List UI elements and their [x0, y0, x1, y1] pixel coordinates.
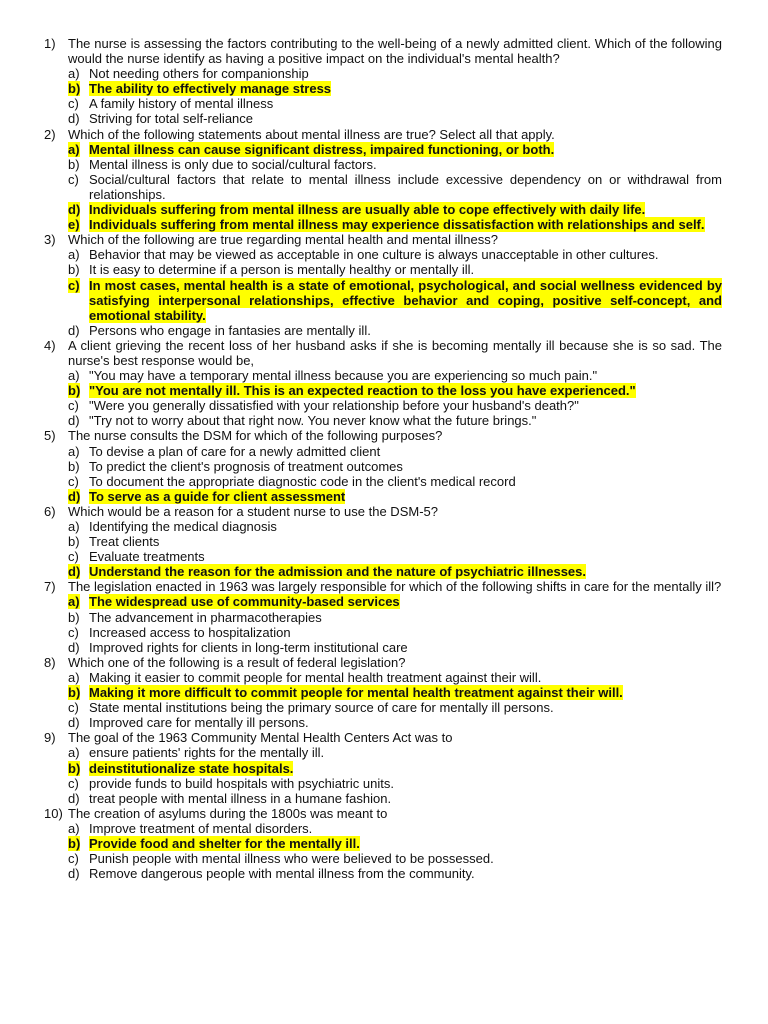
answer-option	[68, 791, 722, 806]
answer-option	[68, 413, 722, 428]
option-letter: d)	[68, 866, 80, 882]
answer-option	[68, 534, 722, 549]
option-text: The widespread use of community-based services	[89, 594, 400, 610]
answer-option	[68, 247, 722, 262]
answer-option	[68, 262, 722, 277]
option-letter: d)	[68, 322, 80, 338]
answer-option-highlighted	[68, 489, 722, 504]
answer-options	[68, 247, 722, 338]
answer-option-highlighted	[68, 81, 722, 96]
option-letter: b)	[68, 835, 81, 851]
question-body	[68, 579, 722, 654]
option-text: Identifying the medical diagnosis	[89, 519, 277, 534]
option-text: Improve treatment of mental disorders.	[89, 820, 313, 836]
answer-option	[68, 625, 722, 640]
option-text: To predict the client's prognosis of treatment outcomes	[89, 458, 403, 474]
answer-option-highlighted	[68, 594, 722, 609]
option-text: ensure patients' rights for the mentally ill.	[89, 745, 325, 761]
question-number: 7)	[44, 579, 56, 595]
question-number: 6)	[44, 503, 56, 519]
question-body	[68, 232, 722, 338]
option-text: "Were you generally dissatisfied with your relationship before your husband's death?"	[89, 398, 579, 414]
option-letter: a)	[68, 669, 80, 685]
option-text: Making it more difficult to commit people for mental health treatment against their will.	[89, 685, 623, 701]
option-text: treat people with mental illness in a humane fashion.	[89, 790, 392, 806]
question	[44, 579, 722, 654]
option-text: The advancement in pharmacotherapies	[89, 609, 322, 625]
option-letter: c)	[68, 398, 79, 414]
option-letter: a)	[68, 443, 80, 459]
option-text: Remove dangerous people with mental illness from the community.	[89, 866, 475, 882]
answer-options	[68, 444, 722, 504]
option-letter: c)	[68, 96, 79, 112]
question-list	[44, 36, 722, 881]
answer-option	[68, 610, 722, 625]
option-letter: a)	[68, 820, 80, 836]
answer-option	[68, 157, 722, 172]
option-text: To document the appropriate diagnostic code in the client's medical record	[89, 473, 516, 489]
option-text: Behavior that may be viewed as acceptable in one culture is always unacceptable in other cultures.	[89, 247, 659, 263]
option-text: "Try not to worry about that right now. You never know what the future brings."	[89, 413, 537, 429]
answer-option	[68, 459, 722, 474]
option-letter: c)	[68, 473, 79, 489]
question	[44, 36, 722, 127]
option-letter: d)	[68, 790, 80, 806]
answer-option	[68, 821, 722, 836]
question-text: The nurse is assessing the factors contributing to the well-being of a newly admitted client. Which of the following would the nurse identify as having a positive impact on the individual's mental health?	[68, 36, 722, 67]
option-letter: b)	[68, 685, 81, 701]
answer-option	[68, 111, 722, 126]
option-letter: c)	[68, 775, 79, 791]
answer-options	[68, 66, 722, 126]
answer-option	[68, 700, 722, 715]
question-number: 5)	[44, 428, 56, 444]
answer-options	[68, 670, 722, 730]
question-text: Which of the following are true regarding mental health and mental illness?	[68, 232, 498, 248]
option-letter: c)	[68, 277, 80, 293]
option-text: Individuals suffering from mental illness are usually able to cope effectively with daily life.	[89, 202, 646, 218]
option-text: "You are not mentally ill. This is an expected reaction to the loss you have experienced."	[89, 383, 636, 399]
answer-options	[68, 745, 722, 805]
option-text: In most cases, mental health is a state of emotional, psychological, and social wellness evidenced by satisfying interpersonal relationships, effective behavior and coping, positive self-concept, and emotional stability.	[89, 277, 722, 323]
answer-option-highlighted	[68, 836, 722, 851]
answer-option-highlighted	[68, 217, 722, 232]
answer-options	[68, 142, 722, 233]
answer-option-highlighted	[68, 278, 722, 323]
option-letter: d)	[68, 488, 81, 504]
answer-option	[68, 745, 722, 760]
answer-option	[68, 715, 722, 730]
answer-option-highlighted	[68, 383, 722, 398]
question-body	[68, 504, 722, 579]
option-text: Increased access to hospitalization	[89, 624, 291, 640]
option-text: Evaluate treatments	[89, 549, 205, 565]
option-text: Treat clients	[89, 534, 160, 550]
option-text: Persons who engage in fantasies are mentally ill.	[89, 322, 371, 338]
answer-option	[68, 851, 722, 866]
option-letter: d)	[68, 413, 80, 429]
option-text: Punish people with mental illness who were believed to be possessed.	[89, 851, 494, 867]
question-number: 2)	[44, 126, 56, 142]
question-body	[68, 655, 722, 730]
question-number: 1)	[44, 36, 56, 51]
question-body	[68, 806, 722, 881]
option-text: provide funds to build hospitals with psychiatric units.	[89, 775, 394, 791]
question	[44, 504, 722, 579]
answer-options	[68, 519, 722, 579]
question-text: The nurse consults the DSM for which of the following purposes?	[68, 428, 443, 444]
option-text: Mental illness can cause significant distress, impaired functioning, or both.	[89, 141, 555, 157]
question-body	[68, 36, 722, 127]
question-body	[68, 730, 722, 805]
option-letter: b)	[68, 262, 80, 278]
option-text: "You may have a temporary mental illness because you are experiencing so much pain."	[89, 368, 598, 384]
option-letter: c)	[68, 851, 79, 867]
option-letter: a)	[68, 594, 80, 610]
question-body	[68, 127, 722, 233]
option-text: Striving for total self-reliance	[89, 111, 254, 127]
option-letter: a)	[68, 66, 80, 82]
option-letter: d)	[68, 639, 80, 655]
option-letter: d)	[68, 202, 81, 218]
answer-option	[68, 368, 722, 383]
option-letter: c)	[68, 549, 79, 565]
option-text: A family history of mental illness	[89, 96, 274, 112]
option-letter: a)	[68, 519, 80, 534]
option-letter: d)	[68, 111, 80, 127]
option-text: deinstitutionalize state hospitals.	[89, 760, 294, 776]
option-text: To serve as a guide for client assessment	[89, 488, 346, 504]
option-text: Not needing others for companionship	[89, 66, 309, 82]
answer-options	[68, 594, 722, 654]
option-text: Making it easier to commit people for mental health treatment against their will.	[89, 669, 542, 685]
question-number: 3)	[44, 232, 56, 248]
answer-option	[68, 640, 722, 655]
option-letter: b)	[68, 81, 81, 97]
answer-option	[68, 172, 722, 202]
question-body	[68, 338, 722, 429]
question	[44, 730, 722, 805]
question-body	[68, 428, 722, 503]
question-text: Which of the following statements about mental illness are true? Select all that apply.	[68, 126, 555, 142]
answer-option	[68, 549, 722, 564]
option-letter: b)	[68, 458, 80, 474]
option-letter: b)	[68, 383, 81, 399]
option-letter: a)	[68, 368, 80, 384]
question-number: 8)	[44, 654, 56, 670]
option-letter: b)	[68, 760, 81, 776]
answer-option	[68, 444, 722, 459]
option-letter: e)	[68, 217, 80, 233]
option-letter: c)	[68, 700, 79, 716]
answer-option	[68, 776, 722, 791]
answer-option	[68, 398, 722, 413]
option-letter: b)	[68, 534, 80, 550]
option-text: Provide food and shelter for the mentally ill.	[89, 835, 360, 851]
answer-option	[68, 670, 722, 685]
option-text: Improved care for mentally ill persons.	[89, 715, 309, 731]
option-text: Mental illness is only due to social/cultural factors.	[89, 156, 377, 172]
question-number: 10)	[44, 805, 63, 821]
question-text: A client grieving the recent loss of her husband asks if she is becoming mentally ill because she is so sad. The nurse's best response would be,	[68, 337, 722, 368]
option-letter: d)	[68, 564, 81, 580]
answer-option	[68, 519, 722, 534]
option-text: Improved rights for clients in long-term institutional care	[89, 639, 408, 655]
answer-option	[68, 96, 722, 111]
answer-option	[68, 66, 722, 81]
option-letter: b)	[68, 609, 80, 625]
option-text: State mental institutions being the primary source of care for mentally ill persons.	[89, 700, 554, 716]
answer-option	[68, 866, 722, 881]
option-text: Social/cultural factors that relate to mental illness include excessive dependency on or withdrawal from relationships.	[89, 171, 722, 202]
answer-options	[68, 368, 722, 428]
question	[44, 232, 722, 338]
answer-option	[68, 474, 722, 489]
option-letter: d)	[68, 715, 80, 731]
answer-option-highlighted	[68, 685, 722, 700]
question-text: Which one of the following is a result of federal legislation?	[68, 654, 406, 670]
answer-option-highlighted	[68, 564, 722, 579]
option-text: Understand the reason for the admission and the nature of psychiatric illnesses.	[89, 564, 587, 580]
option-letter: c)	[68, 171, 79, 187]
question	[44, 428, 722, 503]
question	[44, 806, 722, 881]
answer-option-highlighted	[68, 142, 722, 157]
answer-option-highlighted	[68, 761, 722, 776]
question-text: The creation of asylums during the 1800s was meant to	[68, 805, 388, 821]
option-text: Individuals suffering from mental illness may experience dissatisfaction with relationships and self.	[89, 217, 705, 233]
question-number: 9)	[44, 730, 56, 746]
question-text: Which would be a reason for a student nurse to use the DSM-5?	[68, 503, 438, 519]
question-text: The goal of the 1963 Community Mental Health Centers Act was to	[68, 730, 453, 746]
question	[44, 338, 722, 429]
option-letter: b)	[68, 156, 80, 172]
question	[44, 655, 722, 730]
option-letter: a)	[68, 745, 80, 761]
answer-option-highlighted	[68, 202, 722, 217]
question	[44, 127, 722, 233]
option-letter: a)	[68, 141, 80, 157]
answer-option	[68, 323, 722, 338]
question-number: 4)	[44, 337, 56, 353]
option-text: It is easy to determine if a person is mentally healthy or mentally ill.	[89, 262, 475, 278]
option-letter: a)	[68, 247, 80, 263]
option-text: The ability to effectively manage stress	[89, 81, 332, 97]
option-letter: c)	[68, 624, 79, 640]
question-text: The legislation enacted in 1963 was largely responsible for which of the following shifts in care for the mentally ill?	[68, 579, 722, 595]
answer-options	[68, 821, 722, 881]
option-text: To devise a plan of care for a newly admitted client	[89, 443, 381, 459]
